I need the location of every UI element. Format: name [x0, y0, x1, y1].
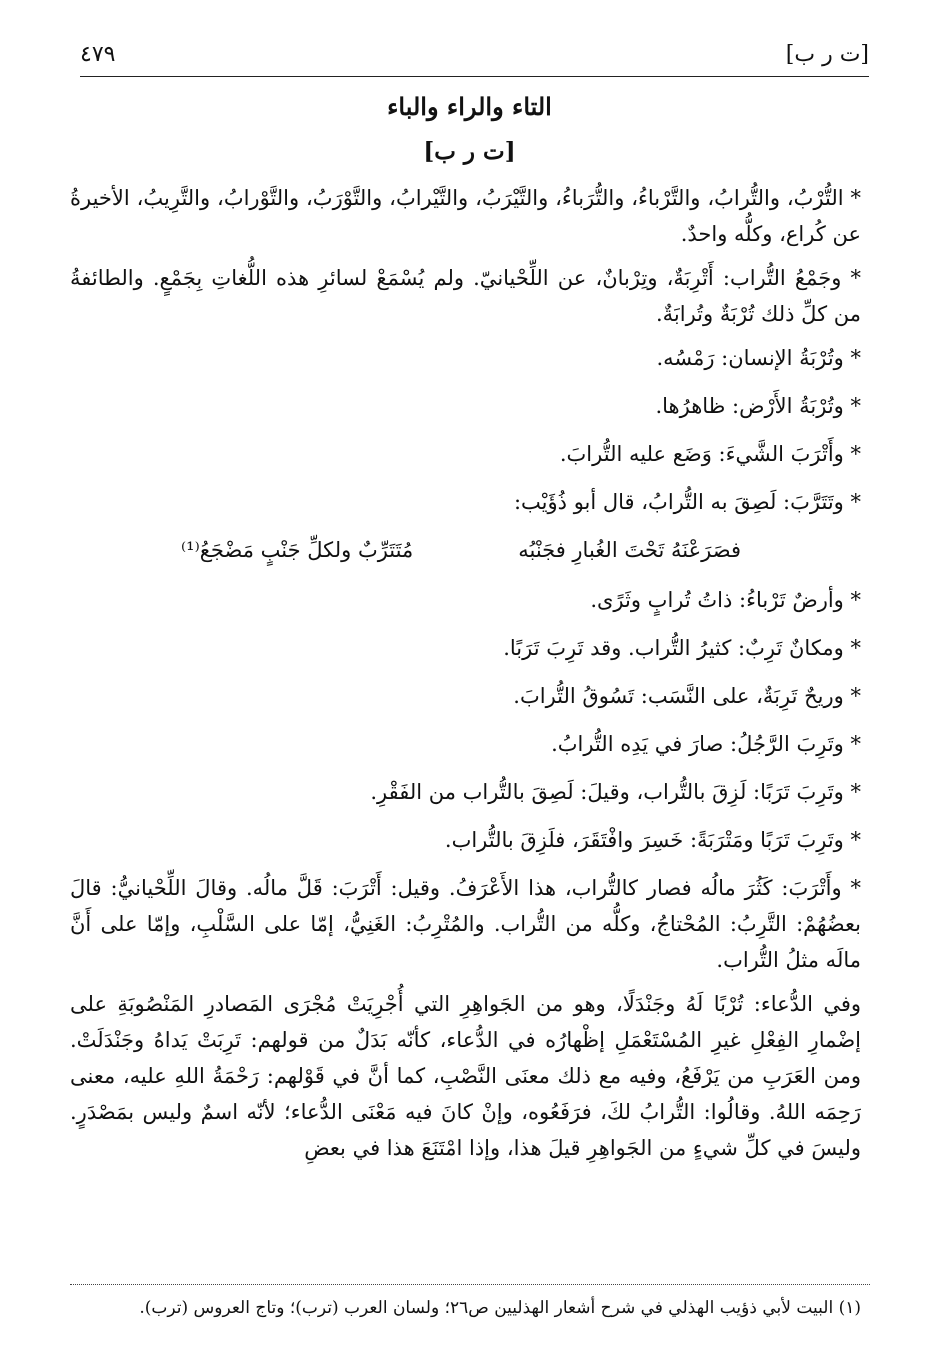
entry-line: * وتَتَرَّبَ: لَصِقَ به التُّرابُ، قال أبو ذُؤَيْب: — [513, 490, 861, 514]
verse-second-hemistich: مُتَتَرِّبٌ ولكلِّ جَنْبٍ مَضْجَعُ⁽¹⁾ — [181, 538, 414, 562]
root-label: [ت ر ب] — [785, 42, 869, 67]
root-heading: [ت ر ب] — [423, 138, 516, 165]
paragraph-1: * التُّرْبُ، والتُّرابُ، والتَّرْباءُ، والتُّرَباءُ، والتَّيْرَبُ، والتَّيْرابُ، والتَّوْرَبُ، والتَّوْرابُ، والتَّرِيبُ، الأخيرةُ عن كُراع، وكلُّه واحدٌ. — [70, 186, 861, 246]
entry-line: * وتُرْبَةُ الإنسان: رَمْسُه. — [656, 346, 861, 370]
entry-line: * وتُرْبَةُ الأَرْض: ظاهرُها. — [655, 394, 861, 418]
page-number: ٤٧٩ — [80, 42, 116, 67]
entry-line: * وأَتْرَبَ الشَّيءَ: وَضَع عليه التُّرابَ. — [559, 442, 861, 466]
poetry-verse — [181, 532, 741, 568]
entry-line: * ومكانٌ تَرِبٌ: كثيرُ التُّراب. وقد تَرِبَ تَرَبًا. — [503, 636, 861, 660]
page-header — [80, 38, 869, 77]
entry-line: * وتَرِبَ الرَّجُلُ: صارَ في يَدِه التُّرابُ. — [551, 732, 861, 756]
entry-body — [70, 180, 861, 1174]
paragraph-3: * وأَتْرَبَ: كَثُرَ مالُه فصار كالتُّراب، هذا الأَعْرَفُ. وقيل: أَتْرَبَ: قَلَّ مالُه. وقالَ اللِّحْيانيُّ: قالَ بعضُهُمْ: التَّرِبُ: المُحْتاجُ، وكلُّه من التُّراب. والمُتْرِبُ: الغَنِيُّ، إمّا على السَّلْبِ، وإمّا على أَنَّ مالَه مثلُ التُّراب. — [70, 876, 861, 972]
verse-first-hemistich: فصَرَعْنَهُ تَحْتَ الغُبارِ فجَنْبُه — [518, 538, 741, 562]
section-title: التاء والراء والباء — [387, 92, 552, 121]
footnote: (١) البيت لأبي ذؤيب الهذلي في شرح أشعار الهذليين ص٢٦؛ ولسان العرب (ترب)؛ وتاج العروس (ترب). — [139, 1298, 861, 1318]
paragraph-4: وفي الدُّعاء: تُرْبًا لَهُ وجَنْدَلًا، وهو من الجَواهِرِ التي أُجْرِيَتْ مُجْرَى المَصادرِ المَنْصُوبَةِ على إضْمارِ الفِعْلِ غيرِ المُسْتَعْمَلِ إظْهارُه في الدُّعاء، كأنّه بَدَلٌ من قولهم: تَرِبَتْ يَداهُ وجَنْدَلَتْ. ومن العَرَبِ من يَرْفَعُ، وفيه مع ذلك معنَى النَّصْبِ، كما أنَّ في قَوْلهم: رَحْمَةُ اللهِ عليه، معنى رَحِمَه اللهُ. وقالُوا: التُّرابُ لكَ، فرَفَعُوه، وإنْ كانَ فيه مَعْنَى الدُّعاء؛ لأنّه اسمٌ وليس بمَصْدَرٍ. وليسَ في كلِّ شيءٍ من الجَواهِرِ قيلَ هذا، وإذا امْتَنَعَ هذا في بعضِ — [70, 992, 861, 1160]
entry-line: * وأرضٌ تَرْباءُ: ذاتُ تُرابٍ وثَرًى. — [590, 588, 861, 612]
footnote-divider — [70, 1284, 870, 1285]
entry-line: * وريحٌ تَرِبَةٌ، على النَّسَب: تَسُوقُ التُّرابَ. — [513, 684, 861, 708]
entry-line: * وتَرِبَ تَرَبًا: لَزِقَ بالتُّراب، وقيلَ: لَصِقَ بالتُّراب من الفَقْرِ. — [370, 780, 861, 804]
entry-line: * وتَرِبَ تَرَبًا ومَتْرَبَةً: خَسِرَ وافْتَقَرَ، فلَزِقَ بالتُّراب. — [444, 828, 861, 852]
paragraph-2: * وجَمْعُ التُّراب: أَتْرِبَةٌ، وتِرْبانٌ، عن اللِّحْيانيّ. ولم يُسْمَعْ لسائرِ هذه اللُّغاتِ بِجَمْعٍ. والطائفةُ من كلِّ ذلك تُرْبَةٌ وتُرابَةٌ. — [70, 266, 861, 326]
